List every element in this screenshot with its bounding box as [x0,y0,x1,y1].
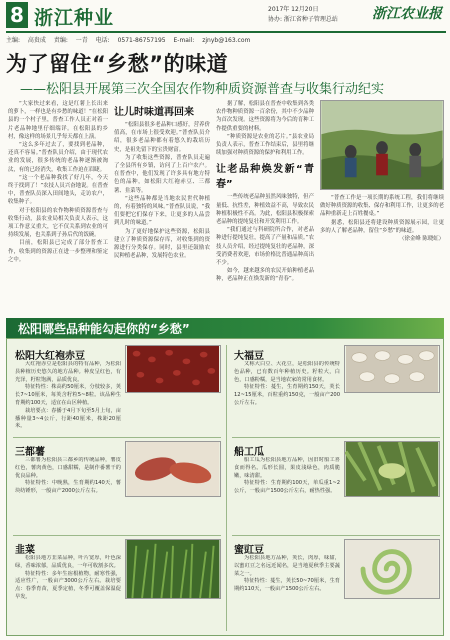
white-bean-photo [344,345,440,393]
paragraph: 特征特性：生育期约100天，单瓜重1~2公斤，一般亩产1500公斤左右，耐热性强。 [234,480,340,495]
row-divider [232,535,440,536]
paragraph: “松阳县很多老品种口感好，营养价值高，在市场上很受欢迎。”普查队员介绍，很多老品种都有着悠久的栽培历史，是祖先留下的宝贵财富。 [114,122,210,153]
field-survey-photo [320,100,444,190]
article-subtitle: ——松阳县开展第三次全国农作物种质资源普查与收集行动纪实 [20,82,385,97]
variety-description [234,361,340,435]
article-column-2 [114,100,210,312]
variety-description [15,361,121,435]
paragraph: 如今，越来越多的农民开始种植老品种，老品种正在焕发新的“青春”。 [216,268,314,283]
paragraph: “普查工作是一项长期的系统工程，我们将继续做好种质资源的收集、保存和利用工作，让更多的老品种重新走上百姓餐桌。” [320,195,444,218]
byline: （徐金峰 陈晓虹） [399,236,444,243]
column-divider [226,345,227,631]
newspaper-logo: 浙江农业报 [372,6,442,22]
row-divider [13,535,221,536]
page-header [0,0,450,42]
paragraph: 一些传统老品种虽然风味独特，但产量低、抗性差，种植效益不高，导致农民种植积极性不高。为此，松阳县积极探索老品种的提纯复壮和开发利用工作。 [216,194,314,226]
variety-title: 松阳大红袍赤豆 [15,351,85,362]
red-bean-photo [125,345,221,393]
paragraph: 特征特性：多年生宿根植物，耐寒性强，适应性广，一般亩产3000公斤左右。栽培要点：春季育苗，夏季定植，冬季可覆盖保温促早发。 [15,570,121,600]
paragraph: “这一个老品种我找了好几年，今天终于找到了！”农技人员兴奋地说。在普查中，普查队员深入田间地头，走访农户，收集种子。 [8,174,108,206]
paragraph: “大家快过来看，这是红薯上长出来的萝卜，一样也是有乡愁的味道！”在松阳县的一个村子里，普查工作人员正对着一片老品种地里仔细端详。在松阳县的乡村，像这样的场景几乎每天都在上演。 [8,101,108,140]
melon-photo [344,441,440,497]
section-heading: 让儿时味道再回来 [114,107,194,118]
paragraph: 特征特性：株高约50厘米，分枝较多，荚长7~10厘米，每荚含籽粒5~8粒。该品种生育期约100天，适宜在山区种植。 [15,384,121,406]
variety-description [234,457,340,533]
variety-description [15,555,121,631]
paragraph: 为了更好地保护这些资源，松阳县建立了种质资源保存库，对收集到的资源进行分类保存。同时，县里还鼓励农民种植老品种，发展特色农业。 [114,228,210,260]
paragraph: 为了收集这些资源，普查队员走遍了全县所有乡镇，访问了上百户农户。在普查中，他们发现了许多具有地方特色的品种，如松阳大红袍赤豆、三都薯、韭菜等。 [114,154,210,194]
paragraph: 栽培要点：春播于4月下旬至5月上旬，亩播种量3~4公斤，行距40厘米，株距20厘米。 [15,407,121,430]
paragraph: “这么多年过去了，要找到老品种，还真不容易。”普查队员介绍，由于现代农业的发展，很多传统的老品种逐渐被淘汰，有的已经消失，收集工作迫在眉睫。 [8,142,108,173]
variety-description [15,457,121,533]
variety-title: 船工瓜 [234,447,264,458]
article-column-4 [320,194,444,314]
paragraph: 三都薯为松阳县三都乡的传统品种，薯皮红色，薯肉黄色，口感甜糯，是制作番薯干的优良品种。 [15,457,121,479]
paragraph: 大红袍赤豆是松阳县的特有品种，为松阳县种植历史悠久的地方品种。种皮呈红色，有光泽，籽粒饱满，品质优良。 [15,361,121,383]
paragraph: 为松阳县地方品种，荚长，肉厚，味甜，以蜜豇豆之名远近闻名，是当地夏秋季主要蔬菜之一。 [234,555,340,577]
paragraph: 船工瓜为松阳县地方品种，因旧时船工喜食而得名。瓜形长圆，果皮浅绿色，肉质脆嫩，味清甜。 [234,457,340,479]
paragraph: 据了解，松阳县在普查中收集到各类农作物种质资源一百余份，其中不少品种为首次发现。这些资源将为今后的育种工作提供重要的材料。 [216,101,314,132]
paragraph: 特征特性：蔓生，生育期约150天，荚长12~15厘米，百粒重约150克，一般亩产200公斤左右。 [234,384,340,406]
chive-photo [125,539,221,599]
paragraph: “这些品种都是当地农民世代种植的，有着独特的风味。”普查队员说，“我们要把它们保存下来，让更多的人品尝到儿时的味道。” [114,195,210,227]
variety-description [234,555,340,631]
paragraph: 据悉，松阳县还将建设种质资源展示园，让更多的人了解老品种，留住“乡愁”的味道。 [320,219,444,234]
paragraph: “种质资源是农业的芯片。”县农业局负责人表示，普查工作结束后，县里将继续加强对种质资源的保护和利用工作。 [216,133,314,157]
varieties-box [6,338,444,636]
row-divider [232,437,440,438]
article-column-1 [8,100,108,312]
variety-title: 韭菜 [15,545,35,556]
page-number: 8 [6,2,28,28]
varieties-banner [6,318,444,338]
section-heading: 让老品种焕发新“青春” [216,164,314,191]
cowpea-photo [344,539,440,599]
paragraph: 目前，松阳县已完成了部分普查工作，收集到的资源正在进一步整理和鉴定之中。 [8,240,108,263]
date-line: 2017年 12月20日 [268,6,319,13]
section-title: 浙江种业 [34,7,115,29]
article-column-3 [216,100,314,312]
paragraph: 又称大白豆、大花豆，是松阳县的传统特色品种，已有数百年种植历史。籽粒大，白色，口感粉糯，是当地农家的常用食材。 [234,361,340,383]
variety-title: 大福豆 [234,351,264,362]
contact-line: 主编: 高贵成 责编: 一青 电话: 0571-86757195 E-mail: zjnyb@163.com [6,31,446,44]
variety-title: 蜜豇豆 [234,545,264,556]
sweet-potato-photo [125,441,221,497]
paragraph: 对于松阳县的农作物种质资源普查与收集行动，县农业局相关负责人表示，这项工作意义重大，它不仅关系到农业的可持续发展，也关系到子孙后代的饭碗。 [8,207,108,239]
paragraph: 松阳县地方韭菜品种，叶片宽厚，叶色深绿，香味浓郁，品质优良，一年可收割多次。 [15,555,121,569]
article-title: 为了留住“乡愁”的味道 [6,52,229,76]
paragraph: 特征特性：中晚熟，生育期约140天，薯块纺锤形，一般亩产2000公斤左右。 [15,480,121,495]
varieties-section-title: 松阳哪些品种能勾起你的“乡愁” [18,322,190,336]
variety-title: 三都薯 [15,447,45,458]
paragraph: “我们通过与科研院所合作，对老品种进行提纯复壮，提高了产量和品质。”农技人员介绍，经过提纯复壮的老品种，深受消费者欢迎，市场价格比普通品种高出不少。 [216,227,314,267]
editor-line: 协办: 浙江省种子管理总站 [268,16,338,23]
paragraph: 特征特性：蔓生，荚长50~70厘米，生育期约110天，一般亩产1500公斤左右。 [234,578,340,593]
row-divider [13,437,221,438]
